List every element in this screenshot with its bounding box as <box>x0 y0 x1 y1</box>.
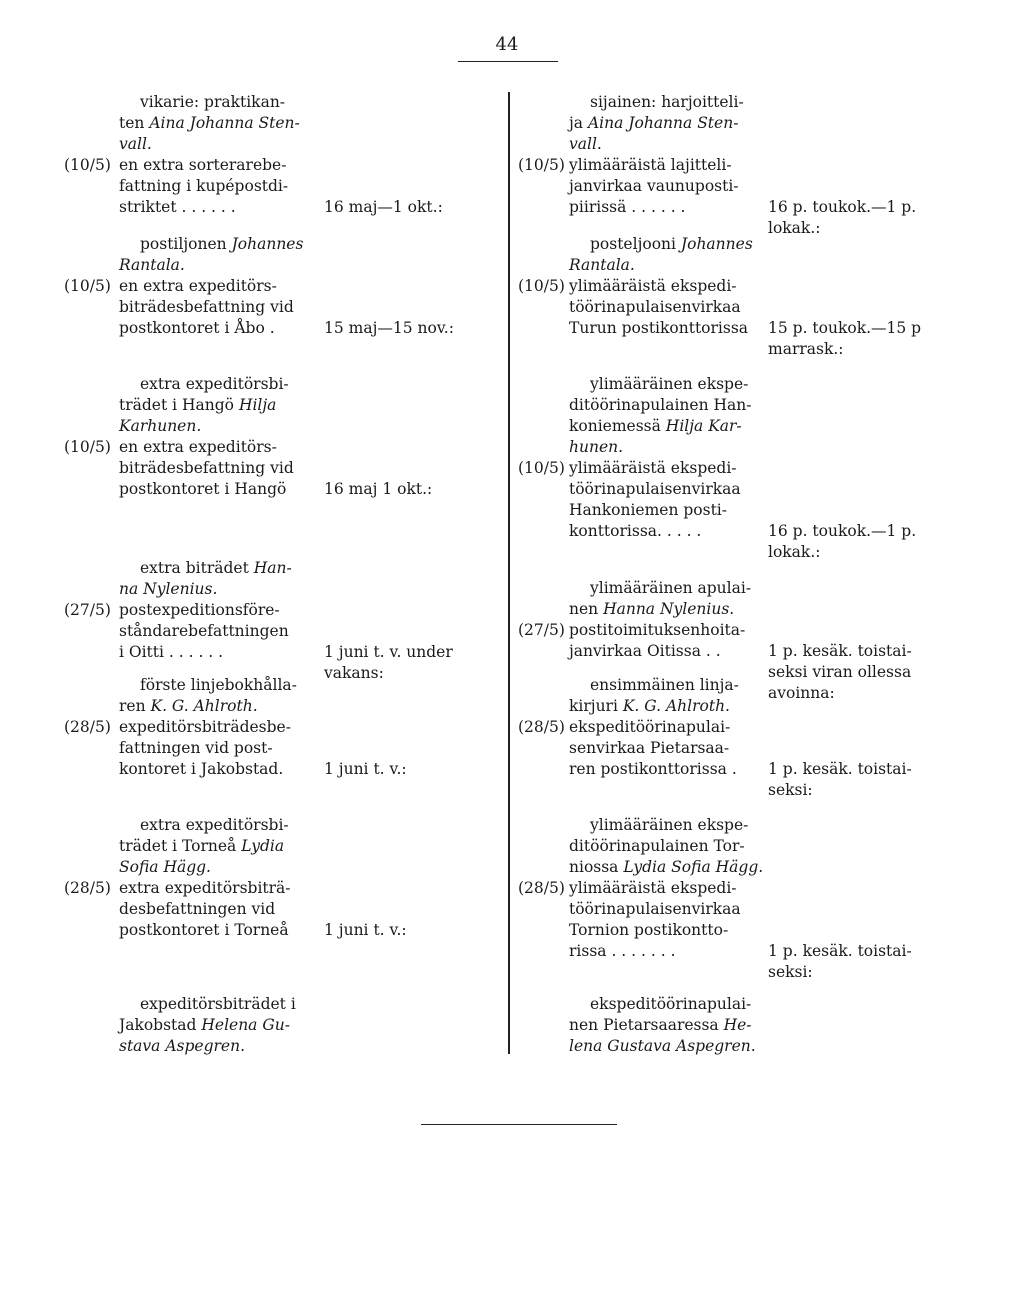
line-text: en extra sorterarebe- <box>119 156 287 174</box>
entry-text <box>569 994 755 1057</box>
line-text: ylimääräistä ekspedi- <box>569 277 737 295</box>
entry-date-number: (10/5) <box>64 277 111 295</box>
period-text <box>324 318 494 339</box>
person-name: stava Aspegren. <box>119 1037 246 1055</box>
person-line <box>569 696 755 717</box>
period-line: 16 p. toukok.—1 p. <box>768 198 917 216</box>
position-line <box>119 717 309 738</box>
person-line <box>119 1036 309 1057</box>
period-text <box>324 920 494 941</box>
line-text: posteljooni <box>590 235 681 253</box>
line-text: niossa <box>569 858 624 876</box>
person-name: vall. <box>119 135 152 153</box>
position-line <box>119 759 309 780</box>
line-text: i Oitti . . . . . . <box>119 643 224 661</box>
line-text: postkontoret i Torneå <box>119 921 289 939</box>
line-text: Jakobstad <box>119 1016 202 1034</box>
person-name: Aina Johanna Sten- <box>587 114 739 132</box>
position-line <box>119 437 309 458</box>
line-text: extra expeditörsbi- <box>140 375 289 393</box>
line-text: Hankoniemen posti- <box>569 501 727 519</box>
person-line <box>569 994 755 1015</box>
period-line: avoinna: <box>768 684 835 702</box>
position-line <box>569 458 755 479</box>
entry-text <box>569 675 755 717</box>
line-text: Turun postikonttorissa <box>569 319 749 337</box>
line-text: postiljonen <box>140 235 232 253</box>
line-text: ensimmäinen linja- <box>590 676 739 694</box>
person-line <box>569 675 755 696</box>
line-text: nen <box>569 600 604 618</box>
entry-text <box>119 234 309 276</box>
period-line: vakans: <box>324 664 384 682</box>
period-text <box>324 479 494 500</box>
entry-date-number: (28/5) <box>64 718 111 736</box>
person-line <box>569 255 755 276</box>
line-text: ekspeditöörinapulai- <box>590 995 752 1013</box>
person-line <box>569 857 764 878</box>
line-text: kontoret i Jakobstad. <box>119 760 284 778</box>
line-text: fattningen vid post- <box>119 739 273 757</box>
person-line <box>569 815 755 836</box>
position-line <box>119 479 309 500</box>
line-text: ekspeditöörinapulai- <box>569 718 731 736</box>
entry-text <box>119 994 309 1057</box>
line-text: biträdesbefattning vid <box>119 459 294 477</box>
period-text <box>768 521 958 563</box>
person-name: lena Gustava Aspegren. <box>569 1037 756 1055</box>
person-line <box>569 836 755 857</box>
position-line <box>119 276 309 297</box>
person-line <box>569 1036 755 1057</box>
period-line: seksi: <box>768 963 813 981</box>
person-line <box>119 255 309 276</box>
position-line <box>569 878 755 899</box>
position-line <box>119 738 309 759</box>
position-line <box>119 318 309 339</box>
period-line: lokak.: <box>768 543 821 561</box>
line-text: ren <box>119 697 151 715</box>
position-line <box>119 899 309 920</box>
footer-rule <box>421 1124 617 1125</box>
entry-date-number: (10/5) <box>64 156 111 174</box>
entry-text <box>569 578 755 620</box>
person-name: He- <box>723 1016 752 1034</box>
position-line <box>569 276 755 297</box>
position-text <box>119 600 309 663</box>
period-line: 1 juni t. v.: <box>324 921 407 939</box>
position-line <box>119 920 309 941</box>
header-rule <box>458 61 558 62</box>
person-name: hunen. <box>569 438 624 456</box>
person-line <box>119 234 309 255</box>
entry-text <box>119 92 309 155</box>
position-line <box>119 878 309 899</box>
line-text: töörinapulaisenvirkaa <box>569 298 741 316</box>
period-line: 1 p. kesäk. toistai- <box>768 942 912 960</box>
person-line <box>569 134 755 155</box>
line-text: trädet i Torneå <box>119 837 242 855</box>
person-name: Rantala. <box>119 256 185 274</box>
position-line <box>569 197 755 218</box>
position-line <box>569 479 755 500</box>
position-line <box>119 458 309 479</box>
column-divider <box>508 92 510 1054</box>
line-text: striktet . . . . . . <box>119 198 236 216</box>
person-line <box>119 92 309 113</box>
period-text <box>324 642 494 684</box>
line-text: janvirkaa Oitissa . . <box>569 642 721 660</box>
period-line: marrask.: <box>768 340 844 358</box>
line-text: töörinapulaisenvirkaa <box>569 900 741 918</box>
line-text: ylimääräistä lajitteli- <box>569 156 732 174</box>
period-text <box>768 941 958 983</box>
person-name: Aina Johanna Sten- <box>149 114 300 132</box>
entry-date-number: (28/5) <box>64 879 111 897</box>
position-line <box>569 738 755 759</box>
line-text: koniemessä <box>569 417 666 435</box>
line-text: piirissä . . . . . . <box>569 198 686 216</box>
person-line <box>569 395 755 416</box>
position-line <box>119 621 309 642</box>
period-line: 15 maj—15 nov.: <box>324 319 454 337</box>
person-line <box>569 1015 755 1036</box>
position-text <box>119 155 309 218</box>
person-line <box>119 836 309 857</box>
person-line <box>119 696 309 717</box>
line-text: ren postikonttorissa . <box>569 760 737 778</box>
line-text: desbefattningen vid <box>119 900 276 918</box>
line-text: expeditörsbiträdesbe- <box>119 718 291 736</box>
entry-date-number: (27/5) <box>64 601 111 619</box>
person-name: Karhunen. <box>119 417 202 435</box>
line-text: extra biträdet <box>140 559 254 577</box>
person-line <box>119 134 309 155</box>
position-line <box>569 620 755 641</box>
position-text <box>119 276 309 339</box>
line-text: en extra expeditörs- <box>119 277 277 295</box>
person-name: Lydia Sofia Hägg. <box>623 858 764 876</box>
entry-date-number: (10/5) <box>518 156 565 174</box>
person-line <box>569 113 755 134</box>
period-line: seksi viran ollessa <box>768 663 912 681</box>
entry-text <box>569 815 764 878</box>
position-text <box>569 717 755 780</box>
person-name: Sofia Hägg. <box>119 858 211 876</box>
line-text: fattning i kupépostdi- <box>119 177 289 195</box>
person-line <box>569 92 755 113</box>
line-text: töörinapulaisenvirkaa <box>569 480 741 498</box>
period-line: seksi: <box>768 781 813 799</box>
entry-date-number: (10/5) <box>518 277 565 295</box>
position-line <box>569 920 755 941</box>
line-text: ja <box>569 114 588 132</box>
page-number: 44 <box>495 34 519 55</box>
person-line <box>119 395 309 416</box>
line-text: sijainen: harjoitteli- <box>590 93 744 111</box>
line-text: janvirkaa vaunuposti- <box>569 177 739 195</box>
period-text <box>768 759 958 801</box>
position-text <box>569 458 755 542</box>
line-text: biträdesbefattning vid <box>119 298 294 316</box>
period-text <box>768 197 958 239</box>
person-line <box>119 558 309 579</box>
line-text: extra expeditörsbi- <box>140 816 289 834</box>
position-line <box>569 759 755 780</box>
entry-text <box>119 815 309 878</box>
person-name: Han- <box>253 559 292 577</box>
entry-text <box>119 558 309 600</box>
position-line <box>119 297 309 318</box>
person-name: K. G. Ahlroth. <box>150 697 258 715</box>
person-line <box>119 675 309 696</box>
position-line <box>119 197 309 218</box>
line-text: postexpeditionsföre- <box>119 601 280 619</box>
position-line <box>119 155 309 176</box>
entry-text <box>119 374 309 437</box>
person-name: Helena Gu- <box>201 1016 290 1034</box>
line-text: postitoimituksenhoita- <box>569 621 746 639</box>
line-text: trädet i Hangö <box>119 396 239 414</box>
entry-text <box>569 234 755 276</box>
period-line: 16 maj—1 okt.: <box>324 198 443 216</box>
period-line: 1 p. kesäk. toistai- <box>768 642 912 660</box>
position-text <box>569 878 755 962</box>
position-line <box>569 717 755 738</box>
position-text <box>119 437 309 500</box>
line-text: postkontoret i Åbo . <box>119 319 275 337</box>
person-line <box>119 994 309 1015</box>
person-line <box>569 374 755 395</box>
entry-text <box>119 675 309 717</box>
position-line <box>569 521 755 542</box>
person-name: Johannes <box>231 235 304 253</box>
position-text <box>569 276 755 339</box>
line-text: ylimääräinen ekspe- <box>590 816 749 834</box>
entry-text <box>569 374 755 458</box>
position-line <box>119 642 309 663</box>
line-text: ditöörinapulainen Han- <box>569 396 752 414</box>
person-line <box>569 437 755 458</box>
position-text <box>119 717 309 780</box>
position-text <box>569 155 755 218</box>
position-line <box>569 500 755 521</box>
line-text: konttorissa. . . . . <box>569 522 702 540</box>
line-text: extra expeditörsbiträ- <box>119 879 291 897</box>
person-line <box>119 374 309 395</box>
line-text: postkontoret i Hangö <box>119 480 287 498</box>
person-name: Hilja Kar- <box>665 417 742 435</box>
line-text: ylimääräinen ekspe- <box>590 375 749 393</box>
line-text: ylimääräistä ekspedi- <box>569 459 737 477</box>
person-line <box>119 857 309 878</box>
line-text: ståndarebefattningen <box>119 622 289 640</box>
period-text <box>768 641 958 704</box>
person-line <box>569 234 755 255</box>
position-line <box>119 176 309 197</box>
period-text <box>324 197 494 218</box>
position-line <box>569 297 755 318</box>
position-line <box>569 318 755 339</box>
person-line <box>569 416 755 437</box>
entry-date-number: (27/5) <box>518 621 565 639</box>
position-line <box>569 176 755 197</box>
entry-date-number: (10/5) <box>518 459 565 477</box>
entry-text <box>569 92 755 155</box>
entry-date-number: (28/5) <box>518 879 565 897</box>
person-name: na Nylenius. <box>119 580 218 598</box>
person-line <box>119 579 309 600</box>
person-line <box>119 1015 309 1036</box>
period-line: 1 juni t. v. under <box>324 643 453 661</box>
person-name: vall. <box>569 135 602 153</box>
period-line: 1 p. kesäk. toistai- <box>768 760 912 778</box>
line-text: Tornion postikontto- <box>569 921 729 939</box>
line-text: ylimääräistä ekspedi- <box>569 879 737 897</box>
period-line: lokak.: <box>768 219 821 237</box>
period-line: 1 juni t. v.: <box>324 760 407 778</box>
position-text <box>119 878 309 941</box>
position-line <box>569 641 755 662</box>
person-line <box>119 815 309 836</box>
line-text: ylimääräinen apulai- <box>590 579 752 597</box>
line-text: expeditörsbiträdet i <box>140 995 296 1013</box>
line-text: kirjuri <box>569 697 623 715</box>
entry-date-number: (10/5) <box>64 438 111 456</box>
period-line: 15 p. toukok.—15 p <box>768 319 922 337</box>
line-text: vikarie: praktikan- <box>140 93 286 111</box>
line-text: nen Pietarsaaressa <box>569 1016 724 1034</box>
person-name: Lydia <box>241 837 285 855</box>
person-line <box>119 113 309 134</box>
period-text <box>768 318 958 360</box>
person-name: Johannes <box>680 235 753 253</box>
entry-date-number: (28/5) <box>518 718 565 736</box>
line-text: förste linjebokhålla- <box>140 676 297 694</box>
position-text <box>569 620 755 662</box>
line-text: senvirkaa Pietarsaa- <box>569 739 730 757</box>
period-line: 16 p. toukok.—1 p. <box>768 522 917 540</box>
period-line: 16 maj 1 okt.: <box>324 480 433 498</box>
person-name: Rantala. <box>569 256 635 274</box>
person-line <box>119 416 309 437</box>
line-text: ten <box>119 114 150 132</box>
line-text: rissa . . . . . . . <box>569 942 676 960</box>
line-text: ditöörinapulainen Tor- <box>569 837 745 855</box>
person-name: Hanna Nylenius. <box>603 600 735 618</box>
position-line <box>569 899 755 920</box>
position-line <box>569 155 755 176</box>
position-line <box>569 941 755 962</box>
period-text <box>324 759 494 780</box>
person-name: K. G. Ahlroth. <box>622 697 730 715</box>
person-line <box>569 599 755 620</box>
position-line <box>119 600 309 621</box>
line-text: en extra expeditörs- <box>119 438 277 456</box>
person-name: Hilja <box>238 396 277 414</box>
person-line <box>569 578 755 599</box>
